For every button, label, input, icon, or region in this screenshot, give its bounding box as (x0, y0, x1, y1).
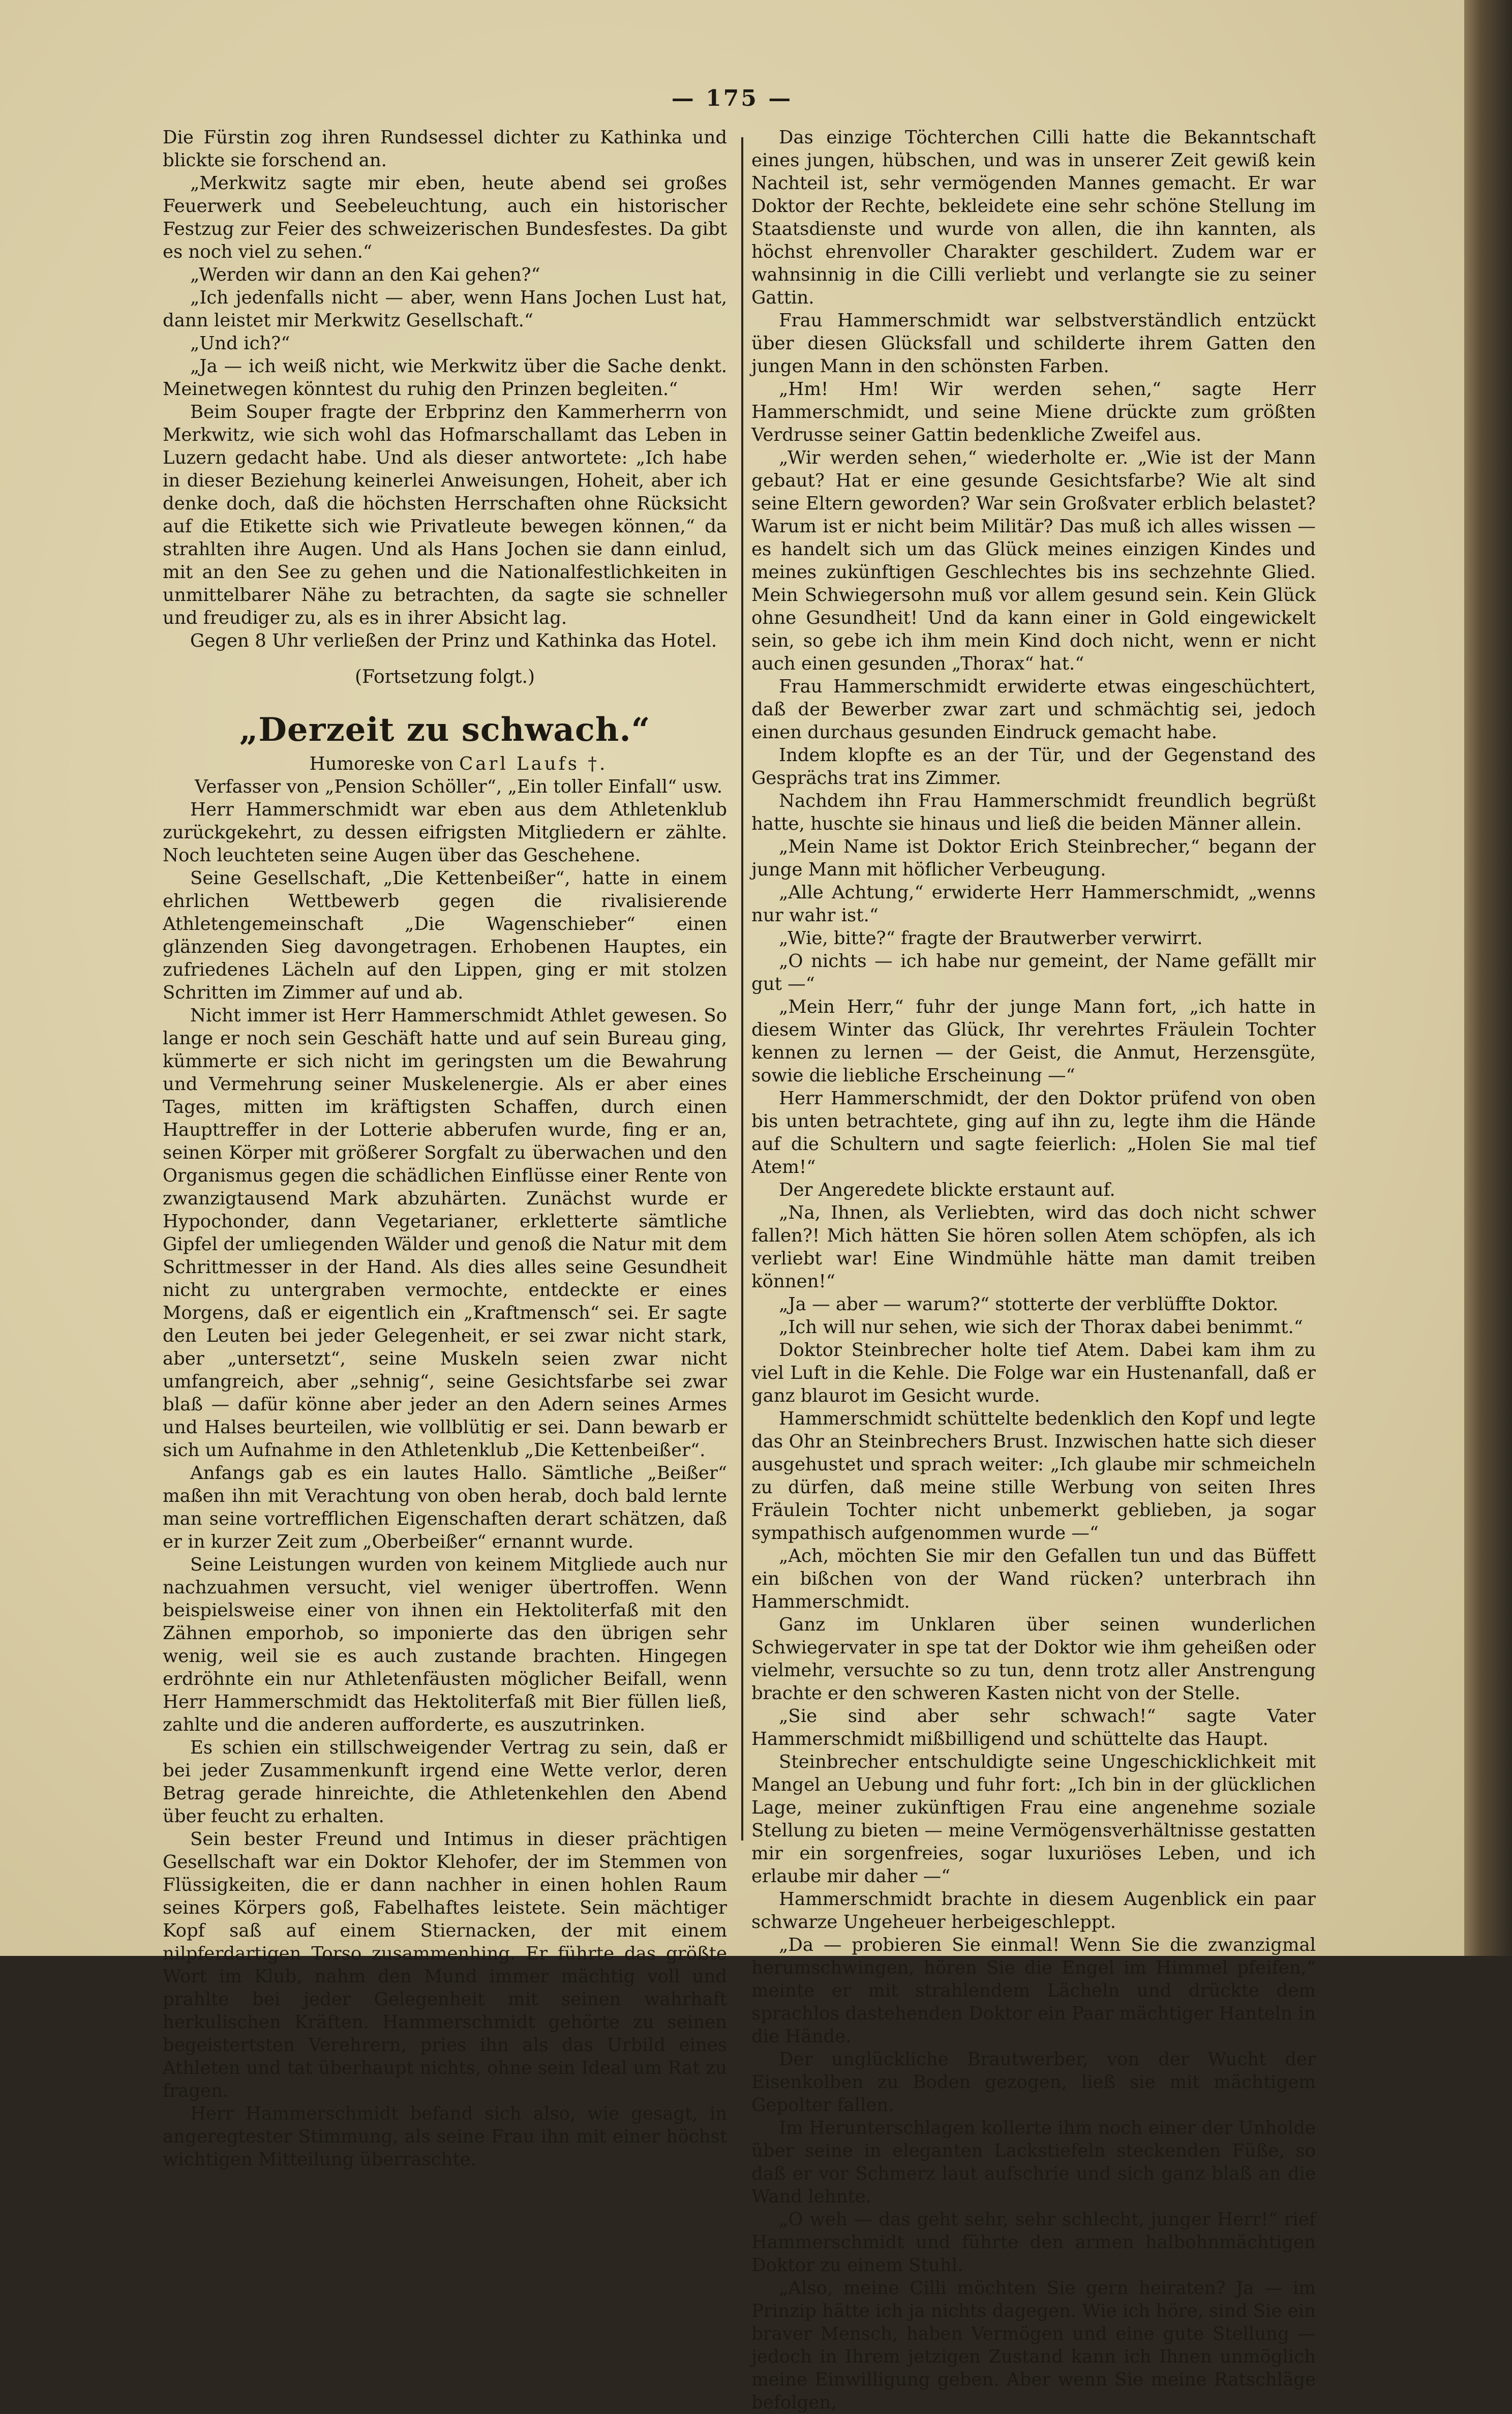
story-paragraph: Nachdem ihn Frau Hammerschmidt freundlich begrüßt hatte, huschte sie hinaus und ließ die beiden Männer allein. (751, 791, 1316, 834)
story-paragraph: „Ja — aber — warum?“ stotterte der verblüffte Doktor. (779, 1294, 1279, 1315)
story-paragraph: Seine Leistungen wurden von keinem Mitgliede auch nur nachzuahmen versucht, viel weniger übertroffen. Wenn beispielsweise einer von ihnen ein Hektoliterfaß mit den Zähnen emporhob, so imponierte das den übrigen sehr wenig, weil sie es auch zustande brachten. Hingegen erdröhnte ein nur Athletenfäusten möglicher Beifall, wenn Herr Hammerschmidt das Hektoliterfaß mit Bier füllen ließ, zahlte und die anderen aufforderte, es auszutrinken. (163, 1554, 727, 1735)
story-paragraph: Herr Hammerschmidt, der den Doktor prüfend von oben bis unten betrachtete, ging auf ihn zu, legte ihm die Hände auf die Schultern und sagte feierlich: „Holen Sie mal tief Atem!“ (751, 1088, 1316, 1178)
prev-paragraph: Beim Souper fragte der Erbprinz den Kammerherrn von Merkwitz, wie sich wohl das Hofmarschallamt das Leben in Luzern gedacht habe. Und als dieser antwortete: „Ich habe in dieser Beziehung keinerlei Anweisungen, Hoheit, aber ich denke doch, daß die höchsten Herrschaften ohne Rücksicht auf die Etikette sich wie Privatleute bewegen können,“ da strahlten ihre Augen. Und als Hans Jochen sie dann einlud, mit an den See zu gehen und die Nationalfestlichkeiten in unmittelbarer Nähe zu betrachten, da sagte sie schneller und freudiger zu, als es in ihrer Absicht lag. (163, 402, 727, 628)
story-paragraph: „Also, meine Cilli möchten Sie gern heiraten? Ja — im Prinzip hätte ich ja nichts dagegen. Wie ich höre, sind Sie ein braver Mensch, haben Vermögen und eine gute Stellung — jedoch in Ihrem jetzigen Zustand kann ich Ihnen unmöglich meine Einwilligung geben. Aber wenn Sie meine Ratschläge befolgen, (751, 2278, 1316, 2413)
prev-paragraph: „Und ich?“ (190, 333, 290, 354)
story-paragraph: „Hm! Hm! Wir werden sehen,“ sagte Herr Hammerschmidt, und seine Miene drückte zum größten Verdrusse seiner Gattin bedenkliche Zweifel aus. (751, 379, 1316, 445)
story-paragraph: Der Angeredete blickte erstaunt auf. (779, 1180, 1115, 1200)
story-author: Carl Laufs †. (459, 753, 608, 774)
story-paragraph: „O nichts — ich habe nur gemeint, der Name gefällt mir gut —“ (751, 951, 1316, 994)
story-title: „Derzeit zu schwach.“ (239, 711, 651, 749)
story-paragraph: „Mein Herr,“ fuhr der junge Mann fort, „ich hatte in diesem Winter das Glück, Ihr verehrtes Fräulein Tochter kennen zu lernen — der Geist, die Anmut, Herzensgüte, sowie die liebliche Erscheinung —“ (751, 997, 1316, 1086)
story-paragraph: „Na, Ihnen, als Verliebten, wird das doch nicht schwer fallen?! Mich hätten Sie hören sollen Atem schöpfen, als ich verliebt war! Eine Windmühle hätte man damit treiben können!“ (751, 1202, 1316, 1292)
story-paragraph: Seine Gesellschaft, „Die Kettenbeißer“, hatte in einem ehrlichen Wettbewerb gegen die rivalisierende Athletengemeinschaft „Die Wagenschieber“ einen glänzenden Sieg davongetragen. Erhobenen Hauptes, ein zufriedenes Lächeln auf den Lippen, ging er mit stolzen Schritten im Zimmer auf und ab. (163, 868, 727, 1003)
story-paragraph: Hammerschmidt schüttelte bedenklich den Kopf und legte das Ohr an Steinbrechers Brust. Inzwischen hatte sich dieser ausgehustet und sprach weiter: „Ich glaube mir schmeicheln zu dürfen, daß meine stille Werbung von seiten Ihres Fräulein Tochter nicht unbemerkt geblieben, ja sogar sympathisch aufgenommen wurde —“ (751, 1408, 1316, 1544)
prev-paragraph: „Werden wir dann an den Kai gehen?“ (190, 264, 540, 285)
story-paragraph: „Alle Achtung,“ erwiderte Herr Hammerschmidt, „wenns nur wahr ist.“ (751, 882, 1316, 926)
story-byline: Verfasser von „Pension Schöller“, „Ein toller Einfall“ usw. (195, 776, 722, 797)
story-paragraph: Frau Hammerschmidt war selbstverständlich entzückt über diesen Glücksfall und schilderte ihrem Gatten den jungen Mann in den schönsten Farben. (751, 310, 1316, 377)
prev-paragraph: „Ich jedenfalls nicht — aber, wenn Hans Jochen Lust hat, dann leistet mir Merkwitz Gesellschaft.“ (163, 287, 727, 331)
page-number: — 175 — (671, 85, 793, 111)
story-paragraph: „Sie sind aber sehr schwach!“ sagte Vater Hammerschmidt mißbilligend und schüttelte das Haupt. (751, 1706, 1316, 1749)
prev-paragraph: Die Fürstin zog ihren Rundsessel dichter zu Kathinka und blickte sie forschend an. (163, 127, 727, 171)
story-paragraph: Indem klopfte es an der Tür, und der Gegenstand des Gesprächs trat ins Zimmer. (751, 745, 1316, 789)
story-subtitle (163, 752, 727, 775)
right-column (751, 126, 1316, 2414)
prev-paragraph: „Merkwitz sagte mir eben, heute abend sei großes Feuerwerk und Seebeleuchtung, auch ein historischer Festzug zur Feier des schweizerischen Bundesfestes. Da gibt es noch viel zu sehen.“ (163, 173, 727, 262)
story-paragraph: Der unglückliche Brautwerber, von der Wucht der Eisenkolben zu Boden gezogen, ließ sie mit mächtigem Gepolter fallen. (751, 2049, 1316, 2116)
story-paragraph: „Wie, bitte?“ fragte der Brautwerber verwirrt. (779, 928, 1203, 949)
prev-paragraph: „Ja — ich weiß nicht, wie Merkwitz über die Sache denkt. Meinetwegen könntest du ruhig den Prinzen begleiten.“ (163, 356, 727, 400)
story-paragraph: „Ach, möchten Sie mir den Gefallen tun und das Büffett ein bißchen von der Wand rücken? unterbrach ihn Hammerschmidt. (751, 1546, 1316, 1612)
story-paragraph: Das einzige Töchterchen Cilli hatte die Bekanntschaft eines jungen, hübschen, und was in unserer Zeit gewiß kein Nachteil ist, sehr vermögenden Mannes gemacht. Er war Doktor der Rechte, bekleidete eine sehr schöne Stellung im Staatsdienste und wurde von allen, die ihn kannten, als höchst ehrenvoller Charakter geschildert. Zudem war er wahnsinnig in die Cilli verliebt und verlangte sie zu seiner Gattin. (751, 127, 1316, 308)
column-divider (741, 137, 743, 1840)
continuation-note: (Fortsetzung folgt.) (355, 667, 535, 687)
story-paragraph: Im Herunterschlagen kollerte ihm noch einer der Unholde über seine in eleganten Lackstiefeln steckenden Füße, so daß er vor Schmerz laut aufschrie und sich ganz blaß an die Wand lehnte. (751, 2118, 1316, 2207)
story-paragraph: „Mein Name ist Doktor Erich Steinbrecher,“ begann der junge Mann mit höflicher Verbeugung. (751, 836, 1316, 880)
story-paragraph: Ganz im Unklaren über seinen wunderlichen Schwiegervater in spe tat der Doktor wie ihm geheißen oder vielmehr, versuchte so zu tun, denn trotz aller Anstrengung brachte er den schweren Kasten nicht von der Stelle. (751, 1614, 1316, 1704)
left-column (163, 126, 727, 2171)
story-paragraph: Frau Hammerschmidt erwiderte etwas eingeschüchtert, daß der Bewerber zwar zart und schmächtig sei, jedoch einen durchaus gesunden Eindruck gemacht habe. (751, 676, 1316, 743)
book-binding (1464, 0, 1512, 1956)
story-genre: Humoreske von (309, 753, 453, 774)
story-paragraph: „Wir werden sehen,“ wiederholte er. „Wie ist der Mann gebaut? Hat er eine gesunde Gesichtsfarbe? Wie alt sind seine Eltern geworden? War sein Großvater erblich belastet? Warum ist er nicht beim Militär? Das muß ich alles wissen — es handelt sich um das Glück meines einzigen Kindes und meines zukünftigen Geschlechtes bis ins sechzehnte Glied. Mein Schwiegersohn muß vor allem gesund sein. Kein Glück ohne Gesundheit! Und da kann einer in Gold eingewickelt sein, so gebe ich ihm mein Kind doch nicht, wenn er nicht auch einen gesunden „Thorax“ hat.“ (751, 447, 1316, 674)
story-paragraph: Nicht immer ist Herr Hammerschmidt Athlet gewesen. So lange er noch sein Geschäft hatte und auf sein Bureau ging, kümmerte er sich nicht im geringsten um die Bewahrung und Vermehrung seiner Muskelenergie. Als er aber eines Tages, mitten im kräftigsten Schaffen, durch einen Haupttreffer in der Lotterie abberufen wurde, fing er an, seinen Körper mit größerer Sorgfalt zu überwachen und den Organismus gegen die schädlichen Einflüsse einer Rente von zwanzigtausend Mark abzuhärten. Zunächst wurde er Hypochonder, dann Vegetarianer, erkletterte sämtliche Gipfel der umliegenden Wälder und genoß die Natur mit dem Schrittmesser in der Hand. Als dies alles seine Gesundheit nicht zu untergraben vermochte, entdeckte er eines Morgens, daß er eigentlich ein „Kraftmensch“ sei. Er sagte den Leuten bei jeder Gelegenheit, er sei zwar nicht stark, aber „untersetzt“, seine Muskeln seien zwar nicht umfangreich, aber „sehnig“, seine Gesichtsfarbe sei zwar blaß — dafür könne aber jeder an den Adern seines Armes und Halses beurteilen, wie vollblütig er sei. Dann bewarb er sich um Aufnahme in den Athletenklub „Die Kettenbeißer“. (163, 1005, 727, 1461)
story-paragraph: „Da — probieren Sie einmal! Wenn Sie die zwanzigmal herumschwingen, hören Sie die Engel im Himmel pfeifen,“ meinte er mit strahlendem Lächeln und drückte dem sprachlos dastehenden Doktor ein Paar mächtiger Hanteln in die Hände. (751, 1935, 1316, 2047)
prev-paragraph: Gegen 8 Uhr verließen der Prinz und Kathinka das Hotel. (190, 630, 717, 651)
story-paragraph: „O weh — das geht sehr, sehr schlecht, junger Herr!“ rief Hammerschmidt und führte den armen halbohnmächtigen Doktor zu einem Stuhl. (751, 2209, 1316, 2276)
story-paragraph: Es schien ein stillschweigender Vertrag zu sein, daß er bei jeder Zusammenkunft irgend eine Wette verlor, deren Betrag gerade hinreichte, die Athletenkehlen den Abend über feucht zu erhalten. (163, 1737, 727, 1827)
story-paragraph: Sein bester Freund und Intimus in dieser prächtigen Gesellschaft war ein Doktor Klehofer, der im Stemmen von Flüssigkeiten, die er dann nachher in einen hohlen Raum seines Körpers goß, Fabelhaftes leistete. Sein mächtiger Kopf saß auf einem Stiernacken, der mit einem nilpferdartigen Torso zusammenhing. Er führte das größte Wort im Klub, nahm den Mund immer mächtig voll und prahlte bei jeder Gelegenheit mit seinen wahrhaft herkulischen Kräften. Hammerschmidt gehörte zu seinen begeistertsten Verehrern, pries ihn als das Urbild eines Athleten und tat überhaupt nichts, ohne sein Ideal um Rat zu fragen. (163, 1829, 727, 2101)
story-paragraph: Anfangs gab es ein lautes Hallo. Sämtliche „Beißer“ maßen ihn mit Verachtung von oben herab, doch bald lernte man seine vortrefflichen Eigenschaften derart schätzen, daß er in kurzer Zeit zum „Oberbeißer“ ernannt wurde. (163, 1463, 727, 1552)
story-paragraph: „Ich will nur sehen, wie sich der Thorax dabei benimmt.“ (779, 1317, 1303, 1338)
story-paragraph: Doktor Steinbrecher holte tief Atem. Dabei kam ihm zu viel Luft in die Kehle. Die Folge war ein Hustenanfall, daß er ganz blaurot im Gesicht wurde. (751, 1340, 1316, 1406)
story-paragraph: Herr Hammerschmidt war eben aus dem Athletenklub zurückgekehrt, zu dessen eifrigsten Mitgliedern er zählte. Noch leuchteten seine Augen über das Geschehene. (163, 799, 727, 866)
story-paragraph: Hammerschmidt brachte in diesem Augenblick ein paar schwarze Ungeheuer herbeigeschleppt. (751, 1889, 1316, 1933)
story-paragraph: Herr Hammerschmidt befand sich also, wie gesagt, in angeregtester Stimmung, als seine Frau ihn mit einer höchst wichtigen Mitteilung überraschte. (163, 2103, 727, 2170)
story-paragraph: Steinbrecher entschuldigte seine Ungeschicklichkeit mit Mangel an Uebung und fuhr fort: „Ich bin in der glücklichen Lage, meiner zukünftigen Frau eine angenehme soziale Stellung zu bieten — meine Vermögensverhältnisse gestatten mir ein sorgenfreies, sogar luxuriöses Leben, und ich erlaube mir daher —“ (751, 1752, 1316, 1887)
